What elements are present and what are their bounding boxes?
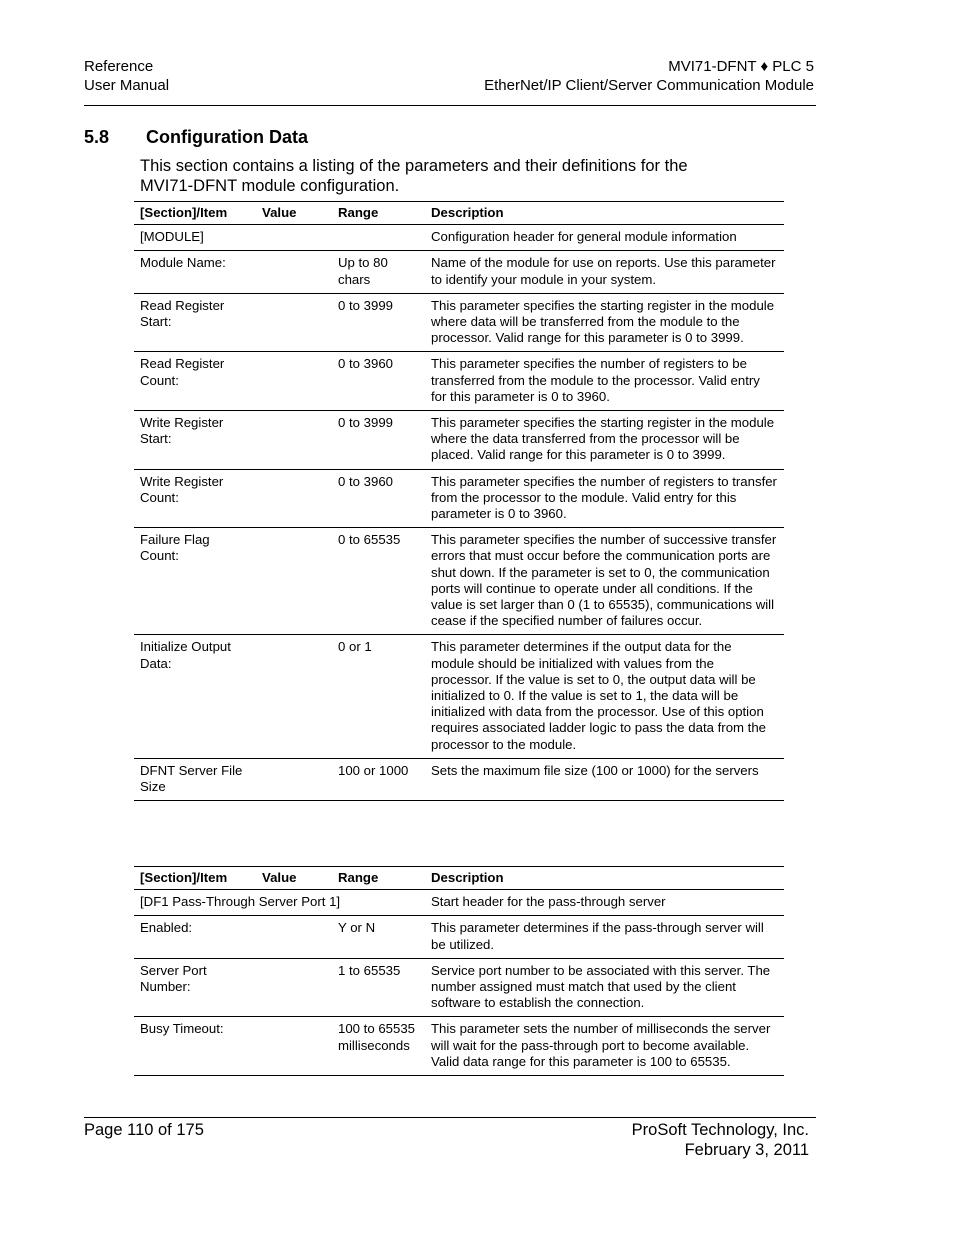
column-header-description: Description — [425, 867, 784, 890]
pass-through-parameters-body — [134, 890, 784, 1076]
param-item: Busy Timeout: — [134, 1017, 256, 1076]
table-row — [134, 411, 784, 470]
param-description: This parameter determines if the output data for the module should be initialized with values from the processor. If the value is set to 0, the output data will be initialized to 0. If the value is set to 1, the data will be initialized with data from the processor. Use of this option requires associated ladder logic to pass the data from the processor to the module. — [425, 635, 784, 758]
table-row — [134, 293, 784, 352]
param-value — [256, 469, 332, 528]
section-number: 5.8 — [84, 127, 110, 147]
table-row — [134, 251, 784, 293]
section-heading — [84, 126, 308, 148]
header-divider — [84, 105, 816, 106]
table-row — [134, 469, 784, 528]
table-row — [134, 1017, 784, 1076]
page-number: Page 110 of 175 — [84, 1121, 204, 1139]
pass-through-parameters-table — [134, 866, 784, 1076]
param-description: This parameter specifies the number of registers to transfer from the processor to the module. Valid entry for this parameter is 0 to 3960. — [425, 469, 784, 528]
param-range: 0 to 3960 — [332, 469, 425, 528]
header-user-manual: User Manual — [84, 77, 170, 94]
section-row — [134, 890, 784, 916]
section-row-description: Configuration header for general module information — [425, 225, 784, 251]
param-range: 0 to 3960 — [332, 352, 425, 411]
param-value — [256, 411, 332, 470]
param-item: Read Register Start: — [134, 293, 256, 352]
section-row — [134, 225, 784, 251]
param-description: This parameter determines if the pass-through server will be utilized. — [425, 916, 784, 958]
section-title: Configuration Data — [146, 127, 308, 147]
param-description: Service port number to be associated with this server. The number assigned must match that used by the client software to establish the connection. — [425, 958, 784, 1017]
footer-date: February 3, 2011 — [684, 1141, 809, 1159]
param-value — [256, 958, 332, 1017]
param-description: This parameter specifies the number of registers to be transferred from the module to the processor. Valid entry for this parameter is 0 to 3960. — [425, 352, 784, 411]
section-row-item: [DF1 Pass-Through Server Port 1] — [134, 890, 425, 916]
param-value — [256, 916, 332, 958]
table-row — [134, 958, 784, 1017]
footer-company: ProSoft Technology, Inc. — [631, 1121, 809, 1139]
intro-line-1: This section contains a listing of the parameters and their definitions for the — [140, 157, 688, 175]
table-row — [134, 528, 784, 635]
table-header-row — [134, 202, 784, 225]
param-range: 0 to 3999 — [332, 293, 425, 352]
page-header-left — [84, 57, 169, 95]
section-row-description: Start header for the pass-through server — [425, 890, 784, 916]
column-header-description: Description — [425, 202, 784, 225]
page-footer-right — [632, 1120, 809, 1160]
table-row — [134, 758, 784, 800]
column-header-value: Value — [256, 202, 332, 225]
param-value — [256, 758, 332, 800]
header-product: MVI71-DFNT ♦ PLC 5 — [668, 58, 814, 75]
param-item: Failure Flag Count: — [134, 528, 256, 635]
param-item: Initialize Output Data: — [134, 635, 256, 758]
table-row — [134, 352, 784, 411]
param-range: 1 to 65535 — [332, 958, 425, 1017]
module-parameters-table — [134, 201, 784, 801]
column-header-value: Value — [256, 867, 332, 890]
param-value — [256, 1017, 332, 1076]
table-row — [134, 916, 784, 958]
section-intro — [140, 157, 780, 196]
param-range: 0 or 1 — [332, 635, 425, 758]
param-value — [256, 528, 332, 635]
param-value — [256, 251, 332, 293]
param-range: 100 to 65535 milliseconds — [332, 1017, 425, 1076]
table-header-row — [134, 867, 784, 890]
section-row-item: [MODULE] — [134, 225, 425, 251]
param-item: Server Port Number: — [134, 958, 256, 1017]
param-description: This parameter specifies the starting register in the module where the data transferred from the processor will be placed. Valid range for this parameter is 0 to 3999. — [425, 411, 784, 470]
param-range: Y or N — [332, 916, 425, 958]
param-item: DFNT Server File Size — [134, 758, 256, 800]
param-range: 100 or 1000 — [332, 758, 425, 800]
param-description: Sets the maximum file size (100 or 1000) for the servers — [425, 758, 784, 800]
param-value — [256, 635, 332, 758]
column-header-range: Range — [332, 202, 425, 225]
param-description: Name of the module for use on reports. Use this parameter to identify your module in your system. — [425, 251, 784, 293]
table-row — [134, 635, 784, 758]
param-value — [256, 293, 332, 352]
param-description: This parameter specifies the number of successive transfer errors that must occur before the communication ports are shut down. If the parameter is set to 0, the communication ports will continue to operate under all conditions. If the value is set larger than 0 (1 to 65535), communications will cease if the specified number of failures occur. — [425, 528, 784, 635]
param-range: Up to 80 chars — [332, 251, 425, 293]
param-description: This parameter specifies the starting register in the module where data will be transferred from the module to the processor. Valid range for this parameter is 0 to 3999. — [425, 293, 784, 352]
param-item: Module Name: — [134, 251, 256, 293]
param-value — [256, 352, 332, 411]
module-parameters-body — [134, 225, 784, 801]
footer-divider — [84, 1117, 816, 1118]
param-item: Write Register Start: — [134, 411, 256, 470]
column-header-item: [Section]/Item — [134, 202, 256, 225]
param-range: 0 to 65535 — [332, 528, 425, 635]
param-description: This parameter sets the number of milliseconds the server will wait for the pass-through port to become available. Valid data range for this parameter is 100 to 65535. — [425, 1017, 784, 1076]
param-item: Enabled: — [134, 916, 256, 958]
column-header-range: Range — [332, 867, 425, 890]
header-module: EtherNet/IP Client/Server Communication Module — [484, 77, 814, 94]
param-item: Write Register Count: — [134, 469, 256, 528]
page-header-right — [484, 57, 814, 95]
param-range: 0 to 3999 — [332, 411, 425, 470]
intro-line-2: MVI71-DFNT module configuration. — [140, 176, 400, 195]
header-reference: Reference — [84, 58, 154, 75]
param-item: Read Register Count: — [134, 352, 256, 411]
column-header-item: [Section]/Item — [134, 867, 256, 890]
